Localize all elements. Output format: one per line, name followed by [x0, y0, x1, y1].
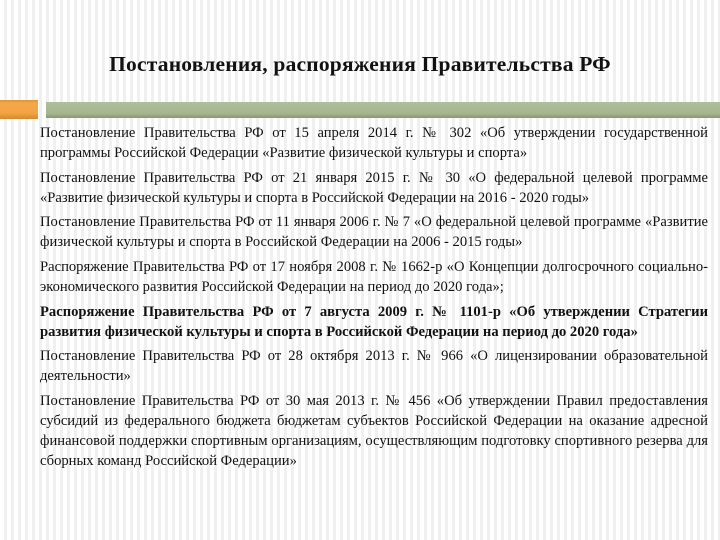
slide-title: Постановления, распоряжения Правительства РФ — [109, 52, 611, 76]
decree-list — [40, 124, 708, 477]
decree-item: Постановление Правительства РФ от 28 октября 2013 г. № 966 «О лицензировании образовательной деятельности» — [40, 348, 708, 385]
decree-item: Постановление Правительства РФ от 15 апреля 2014 г. № 302 «Об утверждении государственной программы Российской Федерации «Развитие физической культуры и спорта» — [40, 125, 708, 161]
decree-item: Распоряжение Правительства РФ от 7 августа 2009 г. № 1101-р «Об утверждении Стратегии развития физической культуры и спорта в Российской Федерации на период до 2020 года» — [40, 303, 708, 340]
green-accent-bar — [46, 102, 720, 118]
decree-item: Постановление Правительства РФ от 30 мая 2013 г. № 456 «Об утверждении Правил предоставления субсидий из федерального бюджета бюджетам субъектов Российской Федерации на оказание адресной финансовой поддержки спортивным организациям, осуществляющим подготовку спортивного резерва для сборных команд Российской Федерации» — [40, 393, 708, 469]
orange-accent-block — [0, 100, 38, 119]
decree-item: Распоряжение Правительства РФ от 17 ноября 2008 г. № 1662-р «О Концепции долгосрочного социально-экономического развития Российской Федерации на период до 2020 года»; — [40, 259, 708, 295]
decree-item: Постановление Правительства РФ от 21 января 2015 г. № 30 «О федеральной целевой программе «Развитие физической культуры и спорта в Российской Федерации на 2016 - 2020 годы» — [40, 169, 708, 206]
decree-item: Постановление Правительства РФ от 11 января 2006 г. № 7 «О федеральной целевой программе «Развитие физической культуры и спорта в Российской Федерации на 2006 - 2015 годы» — [40, 214, 708, 251]
